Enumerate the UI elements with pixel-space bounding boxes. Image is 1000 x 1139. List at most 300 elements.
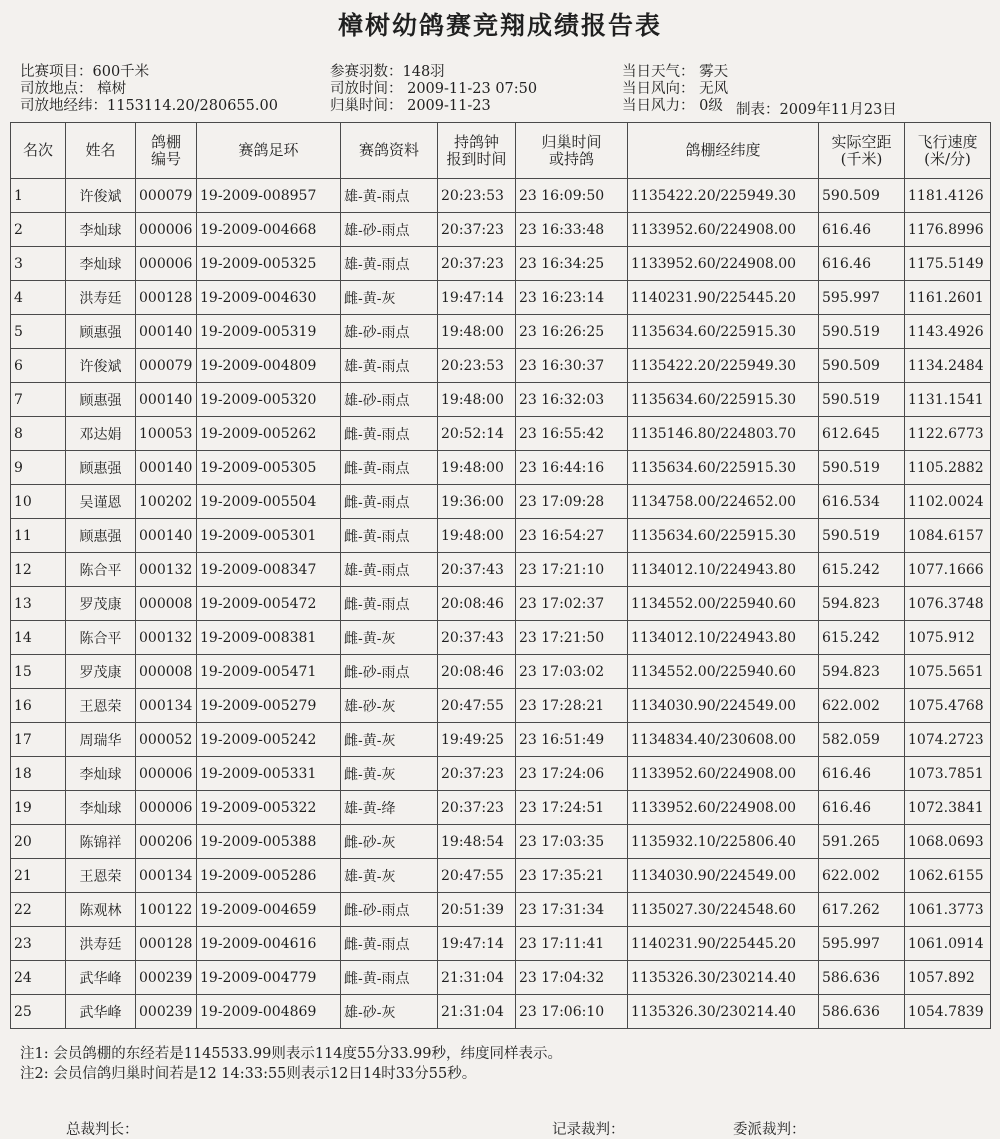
cell-speed: 1131.1541 [905, 383, 991, 417]
cell-pigeon-info: 雌-黄-灰 [341, 621, 438, 655]
cell-ring: 19-2009-005301 [197, 519, 341, 553]
cell-return-time: 23 16:51:49 [516, 723, 628, 757]
cell-coords: 1135634.60/225915.30 [628, 383, 819, 417]
cell-coords: 1135422.20/225949.30 [628, 349, 819, 383]
cell-distance: 586.636 [819, 995, 905, 1029]
cell-coords: 1135634.60/225915.30 [628, 519, 819, 553]
cell-name: 罗茂康 [66, 655, 136, 689]
cell-distance: 590.519 [819, 451, 905, 485]
cell-name: 许俊斌 [66, 179, 136, 213]
cell-name: 顾惠强 [66, 315, 136, 349]
cell-ring: 19-2009-008381 [197, 621, 341, 655]
cell-distance: 616.46 [819, 247, 905, 281]
cell-ring: 19-2009-005242 [197, 723, 341, 757]
weather: 当日天气： 雾天 [622, 64, 729, 80]
table-row [11, 587, 991, 621]
table-row [11, 927, 991, 961]
cell-loft-id: 000239 [136, 961, 197, 995]
cell-pigeon-info: 雌-黄-雨点 [341, 927, 438, 961]
cell-return-time: 23 16:55:42 [516, 417, 628, 451]
cell-rank: 20 [11, 825, 66, 859]
cell-clock-time: 19:47:14 [438, 927, 516, 961]
table-row [11, 315, 991, 349]
cell-clock-time: 20:37:43 [438, 553, 516, 587]
release-place: 司放地点： 樟树 [20, 81, 127, 97]
cell-name: 邓达娟 [66, 417, 136, 451]
cell-name: 顾惠强 [66, 383, 136, 417]
info-column-left [20, 64, 278, 115]
cell-pigeon-info: 雄-黄-雨点 [341, 349, 438, 383]
cell-distance: 616.46 [819, 757, 905, 791]
cell-clock-time: 21:31:04 [438, 961, 516, 995]
cell-ring: 19-2009-005325 [197, 247, 341, 281]
cell-pigeon-info: 雄-砂-雨点 [341, 213, 438, 247]
cell-return-time: 23 17:28:21 [516, 689, 628, 723]
cell-pigeon-info: 雌-黄-雨点 [341, 519, 438, 553]
cell-pigeon-info: 雄-砂-雨点 [341, 383, 438, 417]
cell-loft-id: 100122 [136, 893, 197, 927]
cell-name: 武华峰 [66, 961, 136, 995]
cell-return-time: 23 16:09:50 [516, 179, 628, 213]
cell-distance: 615.242 [819, 621, 905, 655]
cell-clock-time: 19:47:14 [438, 281, 516, 315]
cell-ring: 19-2009-008347 [197, 553, 341, 587]
cell-return-time: 23 17:03:02 [516, 655, 628, 689]
cell-speed: 1075.4768 [905, 689, 991, 723]
cell-speed: 1175.5149 [905, 247, 991, 281]
cell-clock-time: 19:48:00 [438, 383, 516, 417]
cell-rank: 8 [11, 417, 66, 451]
cell-coords: 1134012.10/224943.80 [628, 553, 819, 587]
cell-loft-id: 000128 [136, 281, 197, 315]
cell-speed: 1062.6155 [905, 859, 991, 893]
table-row [11, 349, 991, 383]
cell-name: 李灿球 [66, 791, 136, 825]
cell-speed: 1102.0024 [905, 485, 991, 519]
table-row [11, 791, 991, 825]
cell-speed: 1061.0914 [905, 927, 991, 961]
table-row [11, 893, 991, 927]
results-table [10, 122, 991, 1029]
header-loft-id: 鸽棚 编号 [136, 123, 197, 179]
cell-coords: 1133952.60/224908.00 [628, 791, 819, 825]
header-coords: 鸽棚经纬度 [628, 123, 819, 179]
cell-ring: 19-2009-005322 [197, 791, 341, 825]
cell-coords: 1134012.10/224943.80 [628, 621, 819, 655]
cell-pigeon-info: 雌-黄-灰 [341, 723, 438, 757]
cell-rank: 10 [11, 485, 66, 519]
cell-coords: 1140231.90/225445.20 [628, 927, 819, 961]
cell-clock-time: 20:47:55 [438, 859, 516, 893]
cell-distance: 616.534 [819, 485, 905, 519]
cell-loft-id: 000006 [136, 213, 197, 247]
header-name: 姓名 [66, 123, 136, 179]
header-distance: 实际空距 (千米) [819, 123, 905, 179]
cell-loft-id: 000006 [136, 791, 197, 825]
cell-rank: 6 [11, 349, 66, 383]
table-row [11, 825, 991, 859]
cell-ring: 19-2009-008957 [197, 179, 341, 213]
entry-count: 参赛羽数：148羽 [330, 64, 445, 80]
cell-speed: 1073.7851 [905, 757, 991, 791]
cell-distance: 590.519 [819, 383, 905, 417]
table-row [11, 213, 991, 247]
race-item: 比赛项目：600千米 [20, 64, 150, 80]
cell-name: 许俊斌 [66, 349, 136, 383]
cell-coords: 1135027.30/224548.60 [628, 893, 819, 927]
recorder-referee-label: 记录裁判： [552, 1122, 625, 1138]
cell-pigeon-info: 雌-砂-雨点 [341, 655, 438, 689]
cell-speed: 1084.6157 [905, 519, 991, 553]
cell-distance: 590.519 [819, 519, 905, 553]
cell-coords: 1135422.20/225949.30 [628, 179, 819, 213]
table-row [11, 723, 991, 757]
cell-return-time: 23 16:23:14 [516, 281, 628, 315]
cell-speed: 1061.3773 [905, 893, 991, 927]
cell-pigeon-info: 雄-黄-雨点 [341, 179, 438, 213]
cell-name: 李灿球 [66, 757, 136, 791]
cell-return-time: 23 17:11:41 [516, 927, 628, 961]
table-row [11, 247, 991, 281]
cell-name: 陈锦祥 [66, 825, 136, 859]
cell-ring: 19-2009-005388 [197, 825, 341, 859]
cell-speed: 1075.5651 [905, 655, 991, 689]
cell-pigeon-info: 雌-黄-雨点 [341, 485, 438, 519]
cell-clock-time: 20:23:53 [438, 349, 516, 383]
cell-speed: 1077.1666 [905, 553, 991, 587]
cell-rank: 9 [11, 451, 66, 485]
cell-pigeon-info: 雌-黄-雨点 [341, 451, 438, 485]
wind-force: 当日风力： 0级 [622, 98, 723, 114]
cell-loft-id: 100202 [136, 485, 197, 519]
cell-return-time: 23 17:21:50 [516, 621, 628, 655]
cell-name: 顾惠强 [66, 451, 136, 485]
cell-rank: 19 [11, 791, 66, 825]
cell-clock-time: 20:47:55 [438, 689, 516, 723]
table-row [11, 859, 991, 893]
cell-loft-id: 000079 [136, 349, 197, 383]
cell-coords: 1134552.00/225940.60 [628, 655, 819, 689]
cell-return-time: 23 17:03:35 [516, 825, 628, 859]
cell-name: 李灿球 [66, 213, 136, 247]
cell-coords: 1134030.90/224549.00 [628, 859, 819, 893]
cell-ring: 19-2009-004668 [197, 213, 341, 247]
cell-clock-time: 19:48:00 [438, 315, 516, 349]
cell-distance: 590.519 [819, 315, 905, 349]
cell-rank: 1 [11, 179, 66, 213]
cell-ring: 19-2009-005471 [197, 655, 341, 689]
cell-loft-id: 000008 [136, 655, 197, 689]
cell-clock-time: 20:37:43 [438, 621, 516, 655]
cell-name: 洪寿廷 [66, 281, 136, 315]
header-rank: 名次 [11, 123, 66, 179]
cell-distance: 616.46 [819, 791, 905, 825]
cell-loft-id: 000134 [136, 689, 197, 723]
cell-clock-time: 20:51:39 [438, 893, 516, 927]
cell-pigeon-info: 雄-砂-灰 [341, 995, 438, 1029]
cell-pigeon-info: 雄-黄-灰 [341, 859, 438, 893]
cell-loft-id: 000140 [136, 451, 197, 485]
cell-clock-time: 20:37:23 [438, 757, 516, 791]
made-by-label: 制表：2009年11月23日 [736, 102, 897, 118]
cell-distance: 616.46 [819, 213, 905, 247]
cell-clock-time: 20:08:46 [438, 587, 516, 621]
info-column-middle [330, 64, 537, 115]
cell-loft-id: 000052 [136, 723, 197, 757]
cell-coords: 1135634.60/225915.30 [628, 315, 819, 349]
cell-rank: 5 [11, 315, 66, 349]
cell-clock-time: 20:37:23 [438, 247, 516, 281]
cell-rank: 21 [11, 859, 66, 893]
cell-clock-time: 20:08:46 [438, 655, 516, 689]
cell-ring: 19-2009-005319 [197, 315, 341, 349]
cell-clock-time: 21:31:04 [438, 995, 516, 1029]
cell-name: 洪寿廷 [66, 927, 136, 961]
cell-clock-time: 19:49:25 [438, 723, 516, 757]
cell-speed: 1074.2723 [905, 723, 991, 757]
cell-name: 陈观林 [66, 893, 136, 927]
header-speed: 飞行速度 (米/分) [905, 123, 991, 179]
cell-coords: 1133952.60/224908.00 [628, 213, 819, 247]
cell-name: 李灿球 [66, 247, 136, 281]
cell-ring: 19-2009-005305 [197, 451, 341, 485]
cell-rank: 18 [11, 757, 66, 791]
cell-pigeon-info: 雌-黄-雨点 [341, 587, 438, 621]
cell-distance: 595.997 [819, 927, 905, 961]
cell-pigeon-info: 雌-砂-灰 [341, 825, 438, 859]
footnotes [20, 1044, 562, 1084]
cell-distance: 591.265 [819, 825, 905, 859]
cell-rank: 3 [11, 247, 66, 281]
cell-return-time: 23 17:24:51 [516, 791, 628, 825]
cell-return-time: 23 16:32:03 [516, 383, 628, 417]
cell-speed: 1122.6773 [905, 417, 991, 451]
cell-pigeon-info: 雄-黄-雨点 [341, 553, 438, 587]
cell-distance: 594.823 [819, 587, 905, 621]
cell-speed: 1134.2484 [905, 349, 991, 383]
cell-loft-id: 000239 [136, 995, 197, 1029]
cell-loft-id: 000140 [136, 383, 197, 417]
dispatch-referee-label: 委派裁判： [733, 1122, 806, 1138]
cell-rank: 14 [11, 621, 66, 655]
cell-distance: 617.262 [819, 893, 905, 927]
cell-rank: 23 [11, 927, 66, 961]
cell-pigeon-info: 雌-黄-灰 [341, 281, 438, 315]
cell-coords: 1135932.10/225806.40 [628, 825, 819, 859]
cell-return-time: 23 17:02:37 [516, 587, 628, 621]
table-row [11, 417, 991, 451]
cell-return-time: 23 16:33:48 [516, 213, 628, 247]
wind-direction: 当日风向： 无风 [622, 81, 729, 97]
report-title: 樟树幼鸽赛竞翔成绩报告表 [337, 11, 662, 40]
cell-ring: 19-2009-005472 [197, 587, 341, 621]
cell-speed: 1068.0693 [905, 825, 991, 859]
table-row [11, 995, 991, 1029]
cell-name: 顾惠强 [66, 519, 136, 553]
cell-coords: 1135326.30/230214.40 [628, 995, 819, 1029]
cell-ring: 19-2009-005320 [197, 383, 341, 417]
signature-line [0, 1118, 1000, 1138]
cell-ring: 19-2009-004616 [197, 927, 341, 961]
cell-clock-time: 19:48:54 [438, 825, 516, 859]
cell-ring: 19-2009-004779 [197, 961, 341, 995]
cell-loft-id: 000132 [136, 621, 197, 655]
cell-return-time: 23 17:09:28 [516, 485, 628, 519]
cell-speed: 1181.4126 [905, 179, 991, 213]
cell-speed: 1054.7839 [905, 995, 991, 1029]
cell-loft-id: 000006 [136, 247, 197, 281]
cell-speed: 1076.3748 [905, 587, 991, 621]
cell-loft-id: 000128 [136, 927, 197, 961]
cell-ring: 19-2009-005331 [197, 757, 341, 791]
cell-distance: 615.242 [819, 553, 905, 587]
table-row [11, 179, 991, 213]
cell-clock-time: 20:52:14 [438, 417, 516, 451]
cell-clock-time: 20:23:53 [438, 179, 516, 213]
cell-pigeon-info: 雄-砂-灰 [341, 689, 438, 723]
cell-pigeon-info: 雄-黄-雨点 [341, 247, 438, 281]
table-row [11, 451, 991, 485]
cell-pigeon-info: 雌-砂-雨点 [341, 893, 438, 927]
cell-coords: 1140231.90/225445.20 [628, 281, 819, 315]
cell-pigeon-info: 雄-黄-绛 [341, 791, 438, 825]
cell-distance: 595.997 [819, 281, 905, 315]
cell-rank: 7 [11, 383, 66, 417]
table-row [11, 281, 991, 315]
cell-speed: 1072.3841 [905, 791, 991, 825]
cell-speed: 1143.4926 [905, 315, 991, 349]
cell-distance: 612.645 [819, 417, 905, 451]
cell-return-time: 23 16:30:37 [516, 349, 628, 383]
cell-loft-id: 100053 [136, 417, 197, 451]
table-row [11, 757, 991, 791]
release-time: 司放时间： 2009-11-23 07:50 [330, 81, 538, 97]
cell-distance: 590.509 [819, 179, 905, 213]
cell-pigeon-info: 雌-黄-灰 [341, 757, 438, 791]
cell-return-time: 23 16:34:25 [516, 247, 628, 281]
table-row [11, 621, 991, 655]
cell-loft-id: 000079 [136, 179, 197, 213]
cell-loft-id: 000132 [136, 553, 197, 587]
chief-referee-label: 总裁判长： [66, 1122, 139, 1138]
cell-distance: 590.509 [819, 349, 905, 383]
cell-pigeon-info: 雌-黄-雨点 [341, 961, 438, 995]
cell-coords: 1135146.80/224803.70 [628, 417, 819, 451]
header-pigeon-info: 赛鸽资料 [341, 123, 438, 179]
cell-speed: 1057.892 [905, 961, 991, 995]
made-by-date [736, 98, 897, 119]
cell-ring: 19-2009-004659 [197, 893, 341, 927]
cell-coords: 1134758.00/224652.00 [628, 485, 819, 519]
table-row [11, 655, 991, 689]
cell-return-time: 23 17:31:34 [516, 893, 628, 927]
cell-name: 王恩荣 [66, 859, 136, 893]
table-row [11, 519, 991, 553]
cell-return-time: 23 17:24:06 [516, 757, 628, 791]
cell-rank: 11 [11, 519, 66, 553]
cell-clock-time: 19:36:00 [438, 485, 516, 519]
footnote-2: 注2: 会员信鸽归巢时间若是12 14:33:55则表示12日14时33分55秒。 [20, 1066, 477, 1082]
table-row [11, 689, 991, 723]
cell-coords: 1133952.60/224908.00 [628, 247, 819, 281]
cell-loft-id: 000006 [136, 757, 197, 791]
footnote-1: 注1: 会员鸽棚的东经若是1145533.99则表示114度55分33.99秒，纬度同样表示。 [20, 1046, 562, 1062]
cell-loft-id: 000008 [136, 587, 197, 621]
header-ring: 赛鸽足环 [197, 123, 341, 179]
table-header-row [11, 123, 991, 179]
cell-loft-id: 000140 [136, 519, 197, 553]
cell-rank: 4 [11, 281, 66, 315]
cell-speed: 1105.2882 [905, 451, 991, 485]
cell-speed: 1161.2601 [905, 281, 991, 315]
cell-rank: 17 [11, 723, 66, 757]
table-row [11, 961, 991, 995]
cell-pigeon-info: 雄-砂-雨点 [341, 315, 438, 349]
cell-distance: 594.823 [819, 655, 905, 689]
cell-distance: 622.002 [819, 689, 905, 723]
cell-clock-time: 20:37:23 [438, 791, 516, 825]
cell-speed: 1176.8996 [905, 213, 991, 247]
cell-coords: 1133952.60/224908.00 [628, 757, 819, 791]
cell-ring: 19-2009-004809 [197, 349, 341, 383]
cell-return-time: 23 16:54:27 [516, 519, 628, 553]
cell-ring: 19-2009-004630 [197, 281, 341, 315]
cell-loft-id: 000134 [136, 859, 197, 893]
cell-clock-time: 20:37:23 [438, 213, 516, 247]
table-row [11, 553, 991, 587]
cell-return-time: 23 16:44:16 [516, 451, 628, 485]
cell-distance: 582.059 [819, 723, 905, 757]
cell-ring: 19-2009-005279 [197, 689, 341, 723]
cell-name: 周瑞华 [66, 723, 136, 757]
cell-name: 吴谨恩 [66, 485, 136, 519]
cell-name: 罗茂康 [66, 587, 136, 621]
cell-rank: 24 [11, 961, 66, 995]
cell-rank: 16 [11, 689, 66, 723]
cell-clock-time: 19:48:00 [438, 451, 516, 485]
cell-ring: 19-2009-005286 [197, 859, 341, 893]
cell-rank: 13 [11, 587, 66, 621]
table-row [11, 485, 991, 519]
cell-return-time: 23 16:26:25 [516, 315, 628, 349]
cell-name: 陈合平 [66, 621, 136, 655]
cell-rank: 12 [11, 553, 66, 587]
release-coords: 司放地经纬：1153114.20/280655.00 [20, 98, 278, 114]
cell-rank: 15 [11, 655, 66, 689]
table-row [11, 383, 991, 417]
cell-name: 陈合平 [66, 553, 136, 587]
info-column-right [622, 64, 728, 115]
cell-return-time: 23 17:06:10 [516, 995, 628, 1029]
cell-rank: 2 [11, 213, 66, 247]
cell-speed: 1075.912 [905, 621, 991, 655]
cell-clock-time: 19:48:00 [438, 519, 516, 553]
cell-distance: 586.636 [819, 961, 905, 995]
cell-name: 王恩荣 [66, 689, 136, 723]
cell-ring: 19-2009-005262 [197, 417, 341, 451]
header-return-time: 归巢时间 或持鸽 [516, 123, 628, 179]
cell-coords: 1134834.40/230608.00 [628, 723, 819, 757]
header-clock-time: 持鸽钟 报到时间 [438, 123, 516, 179]
cell-return-time: 23 17:21:10 [516, 553, 628, 587]
cell-coords: 1134030.90/224549.00 [628, 689, 819, 723]
cell-distance: 622.002 [819, 859, 905, 893]
cell-return-time: 23 17:35:21 [516, 859, 628, 893]
return-time: 归巢时间： 2009-11-23 [330, 98, 491, 114]
cell-ring: 19-2009-005504 [197, 485, 341, 519]
cell-loft-id: 000140 [136, 315, 197, 349]
cell-name: 武华峰 [66, 995, 136, 1029]
